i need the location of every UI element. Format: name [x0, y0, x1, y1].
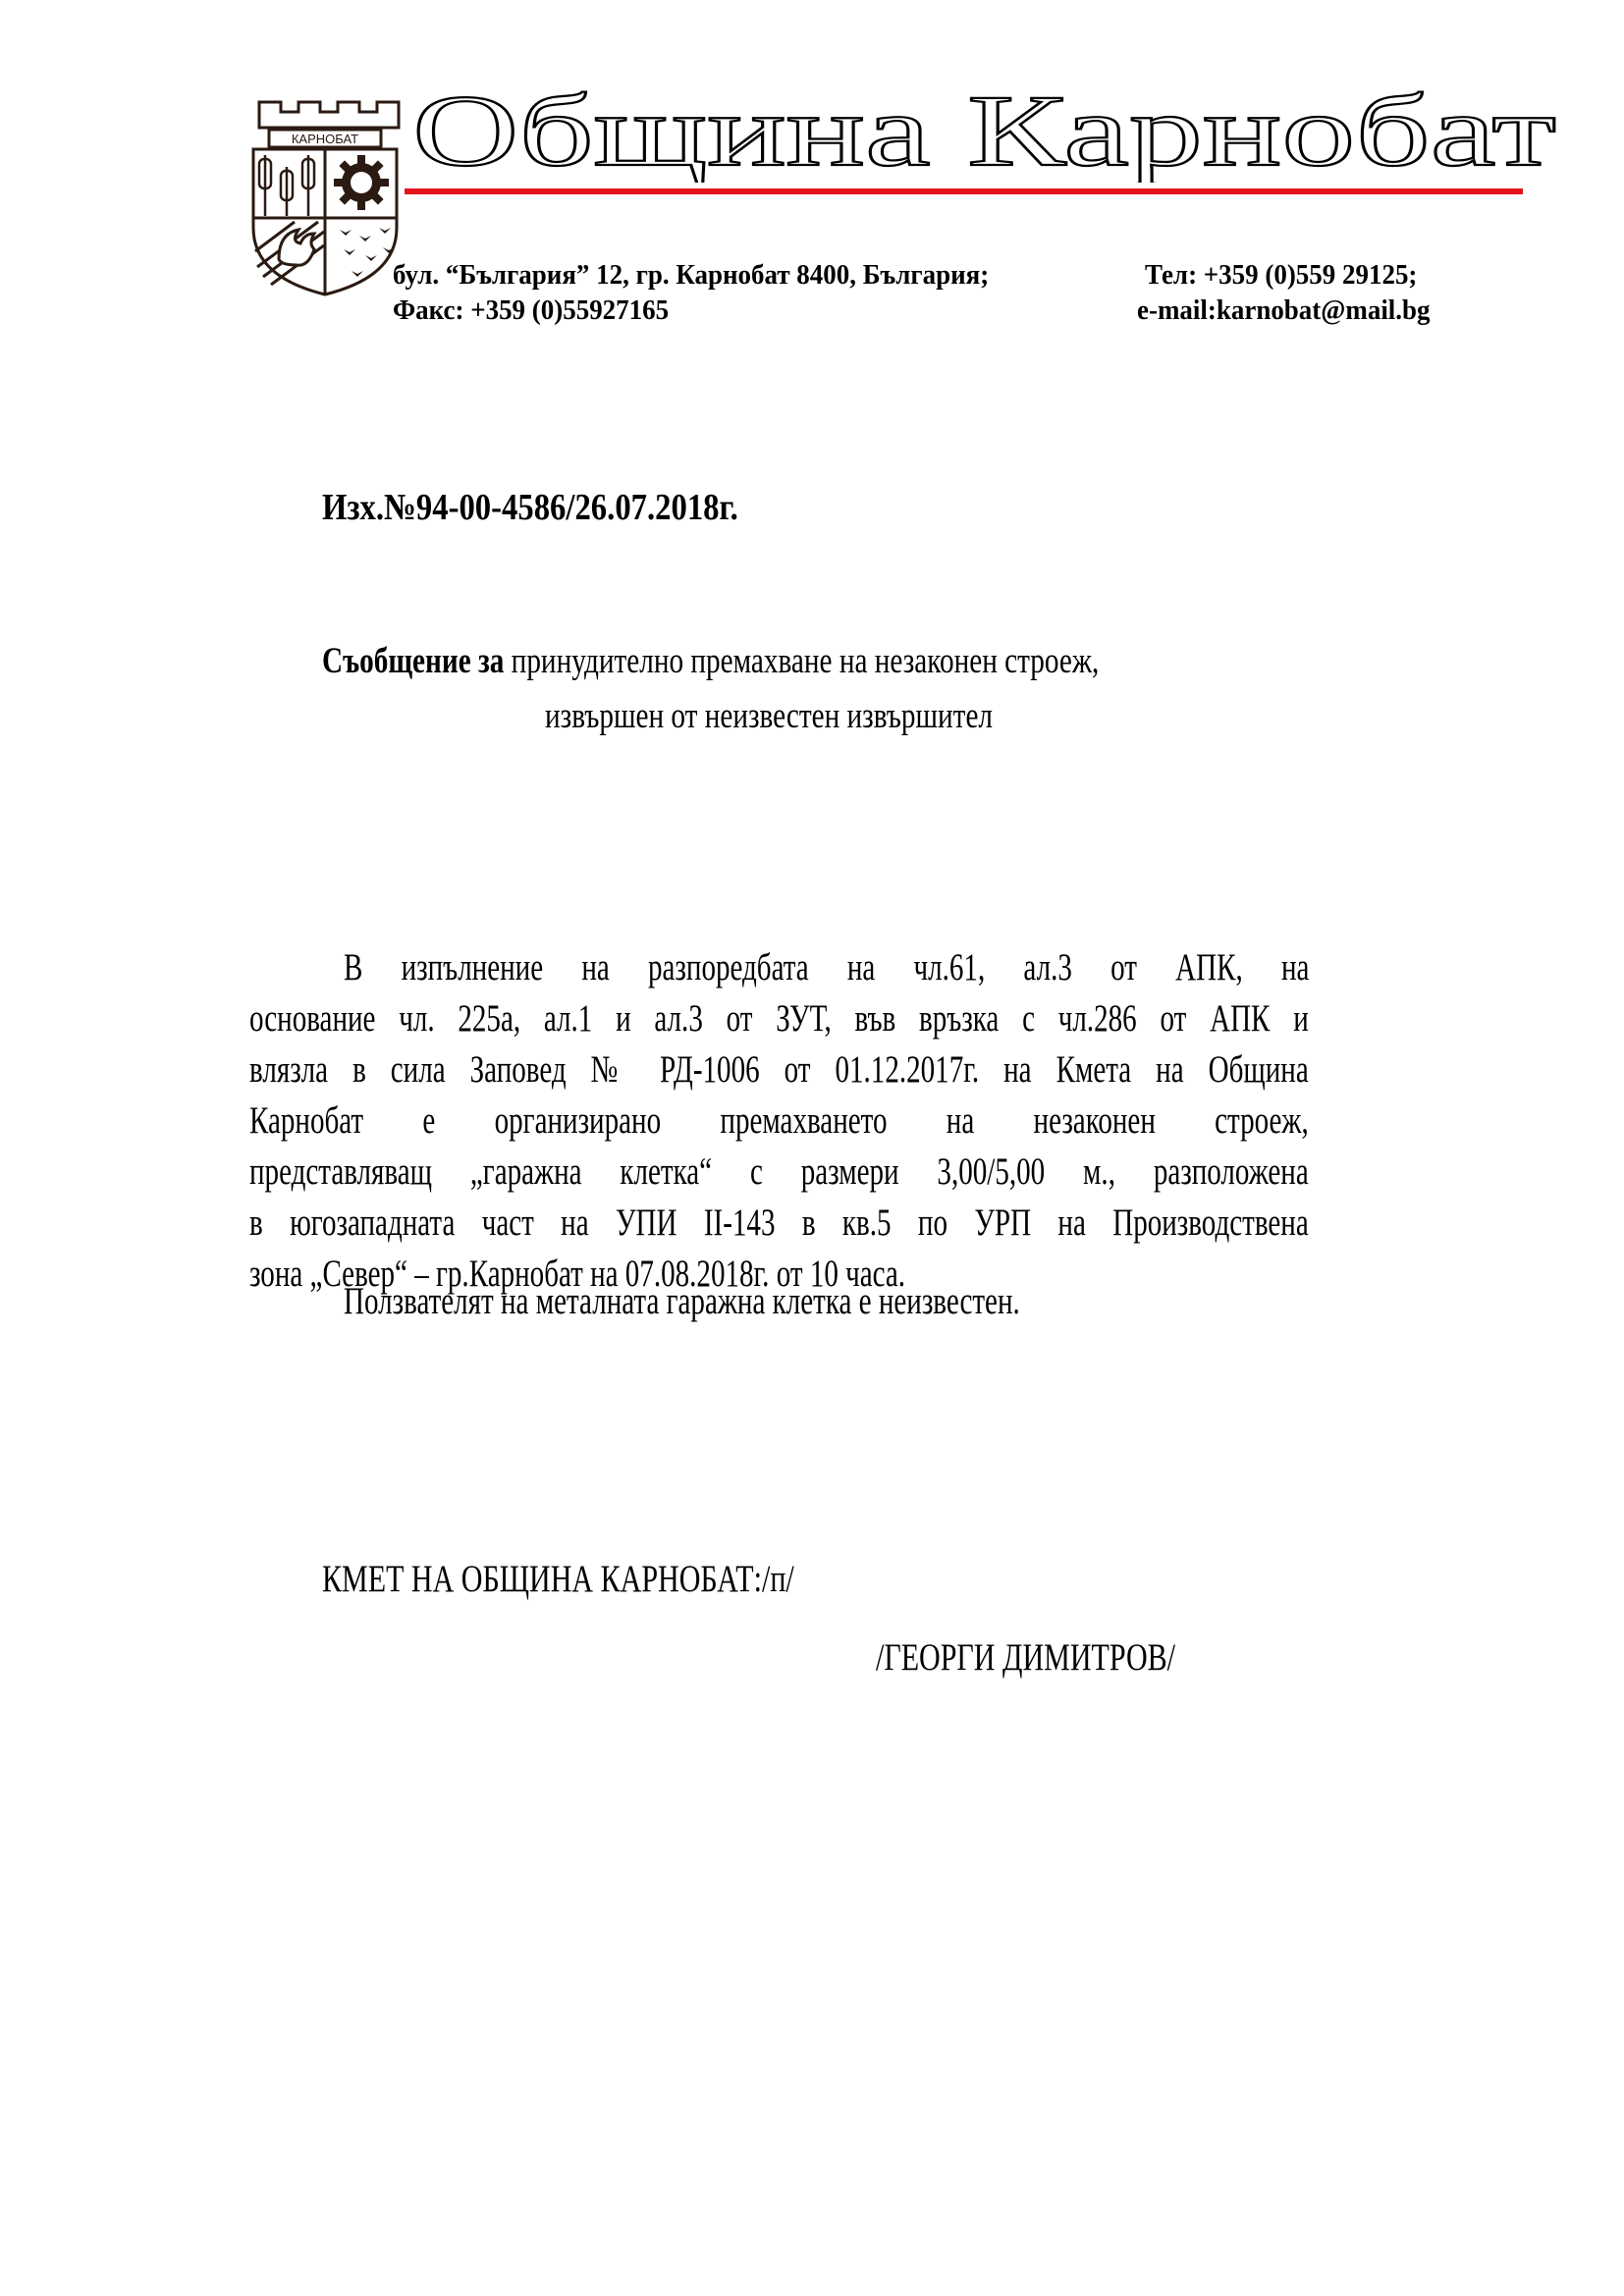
body-line-2: основание чл. 225а, ал.1 и ал.3 от ЗУТ, във връзка с чл.286 от АПК и [249, 997, 1309, 1040]
email-link[interactable]: e-mail:karnobat@mail.bg [1137, 294, 1431, 326]
header-divider [405, 188, 1523, 194]
reference-number: Изх.№94-00-4586/26.07.2018г. [322, 487, 738, 528]
address-text: бул. “България” 12, гр. Карнобат 8400, България; [393, 259, 990, 291]
body-line-5: представляващ „гаражна клетка“ с размери 3,00/5,00 м., разположена [249, 1150, 1309, 1193]
body-line-1: В изпълнение на разпоредбата на чл.61, ал.3 от АПК, на [344, 946, 1310, 988]
body-line-4: Карнобат е организирано премахването на незаконен строеж, [249, 1099, 1309, 1142]
signature-title: КМЕТ НА ОБЩИНА КАРНОБАТ:/п/ [322, 1558, 794, 1600]
subject-line-2: извършен от неизвестен извършител [545, 696, 994, 736]
subject-line-1 [322, 640, 1099, 682]
body-line-3: влязла в сила Заповед № РД-1006 от 01.12.2017г. на Кмета на Община [249, 1048, 1309, 1091]
closing-line: Ползвателят на металната гаражна клетка е неизвестен. [344, 1280, 1020, 1322]
coat-of-arms-icon [249, 94, 401, 296]
logo-text: КАРНОБАТ [291, 132, 359, 146]
coat-of-arms-logo [249, 94, 401, 296]
signature-name: /ГЕОРГИ ДИМИТРОВ/ [876, 1636, 1176, 1679]
body-line-7: зона „Север“ – гр.Карнобат на 07.08.2018г. от 10 часа. [249, 1253, 906, 1295]
subject-bold: Съобщение за [322, 641, 505, 681]
subject-rest: принудително премахване на незаконен строеж, [504, 641, 1100, 681]
body-line-6: в югозападната част на УПИ II-143 в кв.5 по УРП на Производствена [249, 1201, 1309, 1244]
title-text: Община Карнобат [412, 84, 1556, 183]
fax-text: Факс: +359 (0)55927165 [393, 294, 670, 326]
phone-text: Тел: +359 (0)559 29125; [1145, 259, 1418, 291]
municipality-title [412, 84, 1561, 183]
